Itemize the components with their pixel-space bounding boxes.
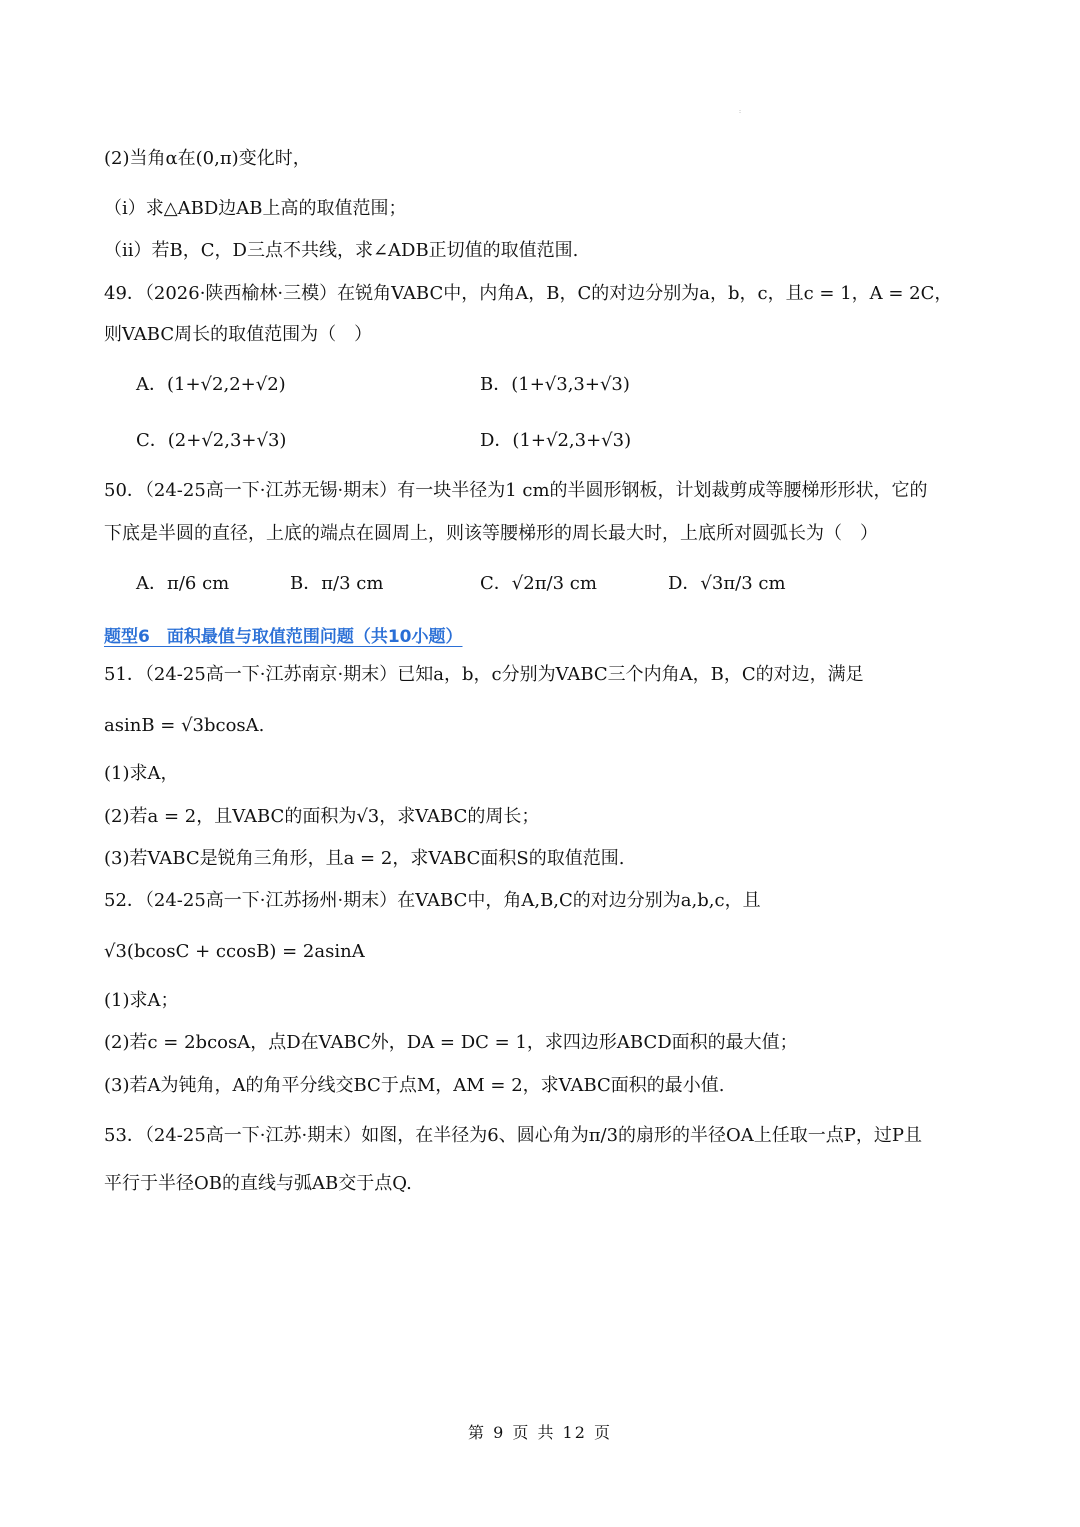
option-q49-b: B．(1+√3,3+√3)	[480, 374, 630, 395]
text-line-q51-p1: (1)求A，	[104, 763, 179, 784]
text-line-q48-p2-ii: （ii）若B，C，D三点不共线，求∠ADB正切值的取值范围.	[104, 240, 579, 261]
text-line-q52-p2: (2)若c = 2bcosA，点D在VABC外，DA = DC = 1，求四边形ABCD面积的最大值；	[104, 1032, 798, 1053]
option-q49-a: A．(1+√2,2+√2)	[136, 374, 286, 395]
text-line-q52-l1: 52．（24-25高一下·江苏扬州·期末）在VABC中，角A,B,C的对边分别为a,b,c，且	[104, 890, 761, 911]
text-line-q49-l2: 则VABC周长的取值范围为（ ）	[104, 324, 373, 345]
text-line-q50-l1: 50．（24-25高一下·江苏无锡·期末）有一块半径为1 cm的半圆形钢板，计划裁剪成等腰梯形形状，它的	[104, 480, 928, 501]
text-line-q52-p1: (1)求A；	[104, 990, 179, 1011]
option-q50-b: B．π/3 cm	[290, 573, 384, 594]
section-title: 题型6 面积最值与取值范围问题（共10小题）	[104, 627, 463, 647]
text-line-q51-l1: 51．（24-25高一下·江苏南京·期末）已知a，b，c分别为VABC三个内角A，B，C的对边，满足	[104, 664, 864, 685]
text-line-q50-l2: 下底是半圆的直径，上底的端点在圆周上，则该等腰梯形的周长最大时，上底所对圆弧长为（ ）	[104, 523, 878, 544]
option-q50-d: D．√3π/3 cm	[668, 573, 786, 594]
text-line-q52-l2: √3(bcosC + ccosB) = 2asinA	[104, 941, 365, 962]
text-line-q52-p3: (3)若A为钝角，A的角平分线交BC于点M，AM = 2，求VABC面积的最小值.	[104, 1075, 725, 1096]
text-line-q49-l1: 49．（2026·陕西榆林·三模）在锐角VABC中，内角A，B，C的对边分别为a，b，c，且c = 1，A = 2C，	[104, 283, 953, 304]
text-line-q48-p2: (2)当角α在(0,π)变化时，	[104, 148, 311, 169]
option-q49-c: C．(2+√2,3+√3)	[136, 430, 287, 451]
option-q49-d: D．(1+√2,3+√3)	[480, 430, 632, 451]
text-line-q51-p2: (2)若a = 2，且VABC的面积为√3，求VABC的周长；	[104, 806, 540, 827]
page-mark: :	[739, 108, 742, 115]
text-line-q51-l2: asinB = √3bcosA.	[104, 715, 265, 736]
page-footer: 第 9 页 共 12 页	[468, 1423, 612, 1442]
text-line-q53-l1: 53．（24-25高一下·江苏·期末）如图，在半径为6、圆心角为π/3的扇形的半径OA上任取一点P，过P且	[104, 1125, 923, 1146]
text-line-q48-p2-i: （i）求△ABD边AB上高的取值范围；	[104, 198, 407, 219]
option-q50-c: C．√2π/3 cm	[480, 573, 597, 594]
text-line-q51-p3: (3)若VABC是锐角三角形，且a = 2，求VABC面积S的取值范围.	[104, 848, 625, 869]
option-q50-a: A．π/6 cm	[136, 573, 230, 594]
text-line-q53-l2: 平行于半径OB的直线与弧AB交于点Q.	[104, 1173, 412, 1194]
